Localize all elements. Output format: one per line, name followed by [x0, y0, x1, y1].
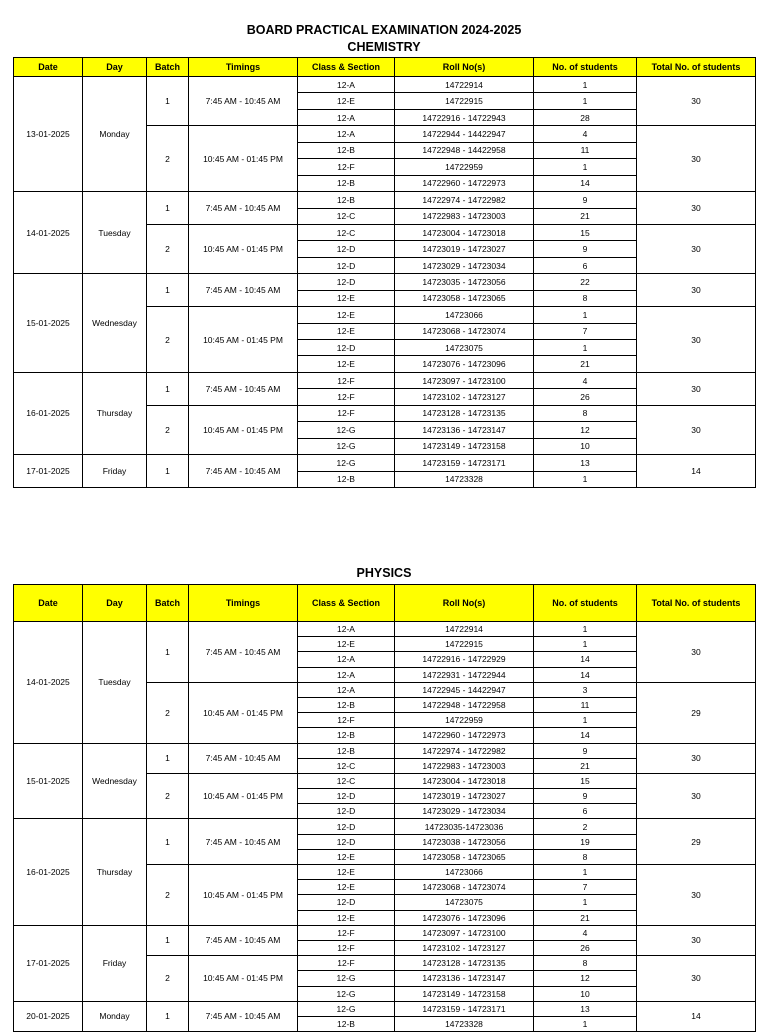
class-section-cell: 12-A — [298, 109, 395, 125]
header-row — [14, 585, 756, 622]
batch-cell: 2 — [147, 126, 189, 192]
student-count-cell: 13 — [534, 1001, 637, 1016]
class-section-cell: 12-D — [298, 895, 395, 910]
student-count-cell: 1 — [534, 159, 637, 175]
timing-cell: 10:45 AM - 01:45 PM — [189, 865, 298, 926]
class-section-cell: 12-D — [298, 834, 395, 849]
roll-nos-cell: 14722944 - 14422947 — [395, 126, 534, 142]
roll-nos-cell: 14723019 - 14723027 — [395, 241, 534, 257]
student-count-cell: 6 — [534, 804, 637, 819]
roll-nos-cell: 14723328 — [395, 1016, 534, 1031]
total-students-cell: 30 — [637, 274, 756, 307]
day-cell: Monday — [83, 1001, 147, 1031]
student-count-cell: 1 — [534, 471, 637, 487]
student-count-cell: 14 — [534, 175, 637, 191]
batch-cell: 1 — [147, 274, 189, 307]
class-section-cell: 12-A — [298, 622, 395, 637]
header-roll-nos: Roll No(s) — [395, 58, 534, 77]
roll-nos-cell: 14723058 - 14723065 — [395, 849, 534, 864]
date-cell: 15-01-2025 — [14, 743, 83, 819]
class-section-cell: 12-F — [298, 925, 395, 940]
batch-cell: 2 — [147, 682, 189, 743]
date-cell: 17-01-2025 — [14, 455, 83, 488]
roll-nos-cell: 14722915 — [395, 637, 534, 652]
table-row — [14, 372, 756, 388]
student-count-cell: 8 — [534, 849, 637, 864]
class-section-cell: 12-A — [298, 126, 395, 142]
table-row — [14, 622, 756, 637]
total-students-cell: 29 — [637, 819, 756, 865]
class-section-cell: 12-E — [298, 307, 395, 323]
roll-nos-cell: 14722983 - 14723003 — [395, 758, 534, 773]
total-students-cell: 30 — [637, 192, 756, 225]
roll-nos-cell: 14723075 — [395, 340, 534, 356]
batch-cell: 2 — [147, 956, 189, 1002]
roll-nos-cell: 14723136 - 14723147 — [395, 971, 534, 986]
total-students-cell: 30 — [637, 622, 756, 683]
total-students-cell: 30 — [637, 224, 756, 273]
student-count-cell: 8 — [534, 290, 637, 306]
class-section-cell: 12-F — [298, 159, 395, 175]
table-row — [14, 77, 756, 93]
class-section-cell: 12-E — [298, 356, 395, 372]
roll-nos-cell: 14722948 - 14722958 — [395, 697, 534, 712]
total-students-cell: 30 — [637, 743, 756, 773]
student-count-cell: 15 — [534, 224, 637, 240]
date-cell: 13-01-2025 — [14, 77, 83, 192]
student-count-cell: 1 — [534, 77, 637, 93]
roll-nos-cell: 14722948 - 14422958 — [395, 142, 534, 158]
student-count-cell: 1 — [534, 637, 637, 652]
header-class-section: Class & Section — [298, 58, 395, 77]
roll-nos-cell: 14722983 - 14723003 — [395, 208, 534, 224]
roll-nos-cell: 14722916 - 14722943 — [395, 109, 534, 125]
class-section-cell: 12-A — [298, 682, 395, 697]
student-count-cell: 10 — [534, 986, 637, 1001]
class-section-cell: 12-F — [298, 713, 395, 728]
student-count-cell: 11 — [534, 142, 637, 158]
header-batch: Batch — [147, 585, 189, 622]
date-cell: 14-01-2025 — [14, 622, 83, 744]
roll-nos-cell: 14723004 - 14723018 — [395, 224, 534, 240]
batch-cell: 2 — [147, 405, 189, 454]
total-students-cell: 30 — [637, 865, 756, 926]
header-roll-nos: Roll No(s) — [395, 585, 534, 622]
section-title-physics: PHYSICS — [356, 566, 412, 580]
student-count-cell: 1 — [534, 307, 637, 323]
class-section-cell: 12-D — [298, 819, 395, 834]
student-count-cell: 4 — [534, 372, 637, 388]
date-cell: 16-01-2025 — [14, 372, 83, 454]
student-count-cell: 26 — [534, 389, 637, 405]
class-section-cell: 12-B — [298, 175, 395, 191]
header-timings: Timings — [189, 585, 298, 622]
roll-nos-cell: 14722916 - 14722929 — [395, 652, 534, 667]
class-section-cell: 12-F — [298, 956, 395, 971]
table-row — [14, 1001, 756, 1016]
roll-nos-cell: 14723029 - 14723034 — [395, 257, 534, 273]
timing-cell: 7:45 AM - 10:45 AM — [189, 455, 298, 488]
student-count-cell: 22 — [534, 274, 637, 290]
class-section-cell: 12-G — [298, 438, 395, 454]
day-cell: Tuesday — [83, 622, 147, 744]
day-cell: Friday — [83, 455, 147, 488]
roll-nos-cell: 14722914 — [395, 622, 534, 637]
class-section-cell: 12-B — [298, 471, 395, 487]
student-count-cell: 1 — [534, 622, 637, 637]
class-section-cell: 12-E — [298, 880, 395, 895]
total-students-cell: 30 — [637, 307, 756, 373]
header-date: Date — [14, 58, 83, 77]
class-section-cell: 12-G — [298, 455, 395, 471]
student-count-cell: 9 — [534, 241, 637, 257]
student-count-cell: 14 — [534, 728, 637, 743]
roll-nos-cell: 14723097 - 14723100 — [395, 925, 534, 940]
batch-cell: 1 — [147, 819, 189, 865]
date-cell: 14-01-2025 — [14, 192, 83, 274]
roll-nos-cell: 14722914 — [395, 77, 534, 93]
class-section-cell: 12-A — [298, 667, 395, 682]
class-section-cell: 12-D — [298, 789, 395, 804]
roll-nos-cell: 14723058 - 14723065 — [395, 290, 534, 306]
student-count-cell: 21 — [534, 208, 637, 224]
table-row — [14, 743, 756, 758]
date-cell: 15-01-2025 — [14, 274, 83, 373]
roll-nos-cell: 14722959 — [395, 159, 534, 175]
timing-cell: 7:45 AM - 10:45 AM — [189, 1001, 298, 1031]
day-cell: Wednesday — [83, 743, 147, 819]
class-section-cell: 12-E — [298, 910, 395, 925]
class-section-cell: 12-E — [298, 849, 395, 864]
student-count-cell: 8 — [534, 956, 637, 971]
batch-cell: 1 — [147, 77, 189, 126]
class-section-cell: 12-B — [298, 1016, 395, 1031]
roll-nos-cell: 14723066 — [395, 865, 534, 880]
day-cell: Wednesday — [83, 274, 147, 373]
roll-nos-cell: 14722931 - 14722944 — [395, 667, 534, 682]
total-students-cell: 30 — [637, 925, 756, 955]
student-count-cell: 21 — [534, 758, 637, 773]
header-no-of-students: No. of students — [534, 585, 637, 622]
student-count-cell: 14 — [534, 652, 637, 667]
timing-cell: 7:45 AM - 10:45 AM — [189, 622, 298, 683]
total-students-cell: 30 — [637, 77, 756, 126]
class-section-cell: 12-G — [298, 971, 395, 986]
student-count-cell: 1 — [534, 865, 637, 880]
student-count-cell: 3 — [534, 682, 637, 697]
roll-nos-cell: 14723019 - 14723027 — [395, 789, 534, 804]
date-cell: 16-01-2025 — [14, 819, 83, 925]
student-count-cell: 9 — [534, 743, 637, 758]
day-cell: Thursday — [83, 819, 147, 925]
class-section-cell: 12-B — [298, 142, 395, 158]
student-count-cell: 1 — [534, 895, 637, 910]
table-row — [14, 455, 756, 471]
header-row — [14, 58, 756, 77]
class-section-cell: 12-F — [298, 940, 395, 955]
class-section-cell: 12-D — [298, 804, 395, 819]
student-count-cell: 26 — [534, 940, 637, 955]
student-count-cell: 15 — [534, 773, 637, 788]
total-students-cell: 30 — [637, 372, 756, 405]
student-count-cell: 19 — [534, 834, 637, 849]
batch-cell: 2 — [147, 865, 189, 926]
timing-cell: 10:45 AM - 01:45 PM — [189, 773, 298, 819]
day-cell: Monday — [83, 77, 147, 192]
timing-cell: 10:45 AM - 01:45 PM — [189, 682, 298, 743]
roll-nos-cell: 14722960 - 14722973 — [395, 175, 534, 191]
student-count-cell: 11 — [534, 697, 637, 712]
day-cell: Friday — [83, 925, 147, 1001]
roll-nos-cell: 14723035 - 14723056 — [395, 274, 534, 290]
class-section-cell: 12-F — [298, 372, 395, 388]
total-students-cell: 30 — [637, 956, 756, 1002]
class-section-cell: 12-A — [298, 652, 395, 667]
class-section-cell: 12-B — [298, 728, 395, 743]
class-section-cell: 12-A — [298, 77, 395, 93]
student-count-cell: 21 — [534, 356, 637, 372]
class-section-cell: 12-E — [298, 865, 395, 880]
total-students-cell: 29 — [637, 682, 756, 743]
batch-cell: 1 — [147, 743, 189, 773]
class-section-cell: 12-D — [298, 274, 395, 290]
class-section-cell: 12-C — [298, 224, 395, 240]
header-batch: Batch — [147, 58, 189, 77]
batch-cell: 2 — [147, 224, 189, 273]
header-total-students: Total No. of students — [637, 58, 756, 77]
student-count-cell: 9 — [534, 789, 637, 804]
class-section-cell: 12-F — [298, 405, 395, 421]
day-cell: Thursday — [83, 372, 147, 454]
header-date: Date — [14, 585, 83, 622]
roll-nos-cell: 14723159 - 14723171 — [395, 455, 534, 471]
header-timings: Timings — [189, 58, 298, 77]
roll-nos-cell: 14723075 — [395, 895, 534, 910]
roll-nos-cell: 14723102 - 14723127 — [395, 940, 534, 955]
student-count-cell: 6 — [534, 257, 637, 273]
class-section-cell: 12-C — [298, 773, 395, 788]
header-class-section: Class & Section — [298, 585, 395, 622]
student-count-cell: 9 — [534, 192, 637, 208]
roll-nos-cell: 14723035-14723036 — [395, 819, 534, 834]
student-count-cell: 8 — [534, 405, 637, 421]
student-count-cell: 4 — [534, 126, 637, 142]
class-section-cell: 12-D — [298, 340, 395, 356]
student-count-cell: 10 — [534, 438, 637, 454]
student-count-cell: 14 — [534, 667, 637, 682]
student-count-cell: 13 — [534, 455, 637, 471]
roll-nos-cell: 14723128 - 14723135 — [395, 405, 534, 421]
roll-nos-cell: 14723149 - 14723158 — [395, 986, 534, 1001]
student-count-cell: 28 — [534, 109, 637, 125]
timing-cell: 7:45 AM - 10:45 AM — [189, 77, 298, 126]
roll-nos-cell: 14723068 - 14723074 — [395, 880, 534, 895]
header-day: Day — [83, 585, 147, 622]
timing-cell: 10:45 AM - 01:45 PM — [189, 307, 298, 373]
class-section-cell: 12-C — [298, 758, 395, 773]
roll-nos-cell: 14722960 - 14722973 — [395, 728, 534, 743]
batch-cell: 2 — [147, 307, 189, 373]
batch-cell: 1 — [147, 622, 189, 683]
class-section-cell: 12-G — [298, 986, 395, 1001]
class-section-cell: 12-B — [298, 697, 395, 712]
roll-nos-cell: 14723068 - 14723074 — [395, 323, 534, 339]
roll-nos-cell: 14723038 - 14723056 — [395, 834, 534, 849]
total-students-cell: 30 — [637, 126, 756, 192]
class-section-cell: 12-G — [298, 422, 395, 438]
section-title-chemistry: CHEMISTRY — [347, 40, 421, 54]
roll-nos-cell: 14723102 - 14723127 — [395, 389, 534, 405]
class-section-cell: 12-E — [298, 323, 395, 339]
roll-nos-cell: 14723128 - 14723135 — [395, 956, 534, 971]
roll-nos-cell: 14722974 - 14722982 — [395, 743, 534, 758]
batch-cell: 1 — [147, 372, 189, 405]
batch-cell: 1 — [147, 1001, 189, 1031]
day-cell: Tuesday — [83, 192, 147, 274]
student-count-cell: 1 — [534, 713, 637, 728]
student-count-cell: 2 — [534, 819, 637, 834]
class-section-cell: 12-E — [298, 290, 395, 306]
roll-nos-cell: 14723149 - 14723158 — [395, 438, 534, 454]
timing-cell: 7:45 AM - 10:45 AM — [189, 819, 298, 865]
table-row — [14, 925, 756, 940]
header-no-of-students: No. of students — [534, 58, 637, 77]
class-section-cell: 12-F — [298, 389, 395, 405]
header-day: Day — [83, 58, 147, 77]
batch-cell: 1 — [147, 925, 189, 955]
class-section-cell: 12-D — [298, 241, 395, 257]
total-students-cell: 30 — [637, 773, 756, 819]
table-row — [14, 819, 756, 834]
date-cell: 17-01-2025 — [14, 925, 83, 1001]
timing-cell: 10:45 AM - 01:45 PM — [189, 405, 298, 454]
class-section-cell: 12-D — [298, 257, 395, 273]
total-students-cell: 14 — [637, 455, 756, 488]
date-cell: 20-01-2025 — [14, 1001, 83, 1031]
header-total-students: Total No. of students — [637, 585, 756, 622]
total-students-cell: 14 — [637, 1001, 756, 1031]
student-count-cell: 1 — [534, 93, 637, 109]
total-students-cell: 30 — [637, 405, 756, 454]
roll-nos-cell: 14723097 - 14723100 — [395, 372, 534, 388]
batch-cell: 1 — [147, 455, 189, 488]
page-title: BOARD PRACTICAL EXAMINATION 2024-2025 — [246, 23, 522, 37]
class-section-cell: 12-B — [298, 743, 395, 758]
student-count-cell: 7 — [534, 880, 637, 895]
student-count-cell: 21 — [534, 910, 637, 925]
class-section-cell: 12-E — [298, 93, 395, 109]
batch-cell: 2 — [147, 773, 189, 819]
roll-nos-cell: 14723004 - 14723018 — [395, 773, 534, 788]
table-row — [14, 192, 756, 208]
roll-nos-cell: 14722945 - 14422947 — [395, 682, 534, 697]
class-section-cell: 12-C — [298, 208, 395, 224]
roll-nos-cell: 14723029 - 14723034 — [395, 804, 534, 819]
roll-nos-cell: 14722915 — [395, 93, 534, 109]
roll-nos-cell: 14722959 — [395, 713, 534, 728]
class-section-cell: 12-E — [298, 637, 395, 652]
roll-nos-cell: 14722974 - 14722982 — [395, 192, 534, 208]
roll-nos-cell: 14723328 — [395, 471, 534, 487]
timing-cell: 7:45 AM - 10:45 AM — [189, 192, 298, 225]
student-count-cell: 1 — [534, 340, 637, 356]
batch-cell: 1 — [147, 192, 189, 225]
roll-nos-cell: 14723159 - 14723171 — [395, 1001, 534, 1016]
roll-nos-cell: 14723136 - 14723147 — [395, 422, 534, 438]
timing-cell: 10:45 AM - 01:45 PM — [189, 956, 298, 1002]
student-count-cell: 4 — [534, 925, 637, 940]
class-section-cell: 12-G — [298, 1001, 395, 1016]
physics-schedule-table — [13, 584, 756, 1032]
roll-nos-cell: 14723076 - 14723096 — [395, 910, 534, 925]
timing-cell: 10:45 AM - 01:45 PM — [189, 224, 298, 273]
timing-cell: 7:45 AM - 10:45 AM — [189, 743, 298, 773]
chemistry-schedule-table — [13, 57, 756, 488]
roll-nos-cell: 14723076 - 14723096 — [395, 356, 534, 372]
timing-cell: 7:45 AM - 10:45 AM — [189, 274, 298, 307]
roll-nos-cell: 14723066 — [395, 307, 534, 323]
timing-cell: 10:45 AM - 01:45 PM — [189, 126, 298, 192]
student-count-cell: 7 — [534, 323, 637, 339]
student-count-cell: 12 — [534, 971, 637, 986]
student-count-cell: 1 — [534, 1016, 637, 1031]
timing-cell: 7:45 AM - 10:45 AM — [189, 925, 298, 955]
class-section-cell: 12-B — [298, 192, 395, 208]
student-count-cell: 12 — [534, 422, 637, 438]
table-row — [14, 274, 756, 290]
timing-cell: 7:45 AM - 10:45 AM — [189, 372, 298, 405]
